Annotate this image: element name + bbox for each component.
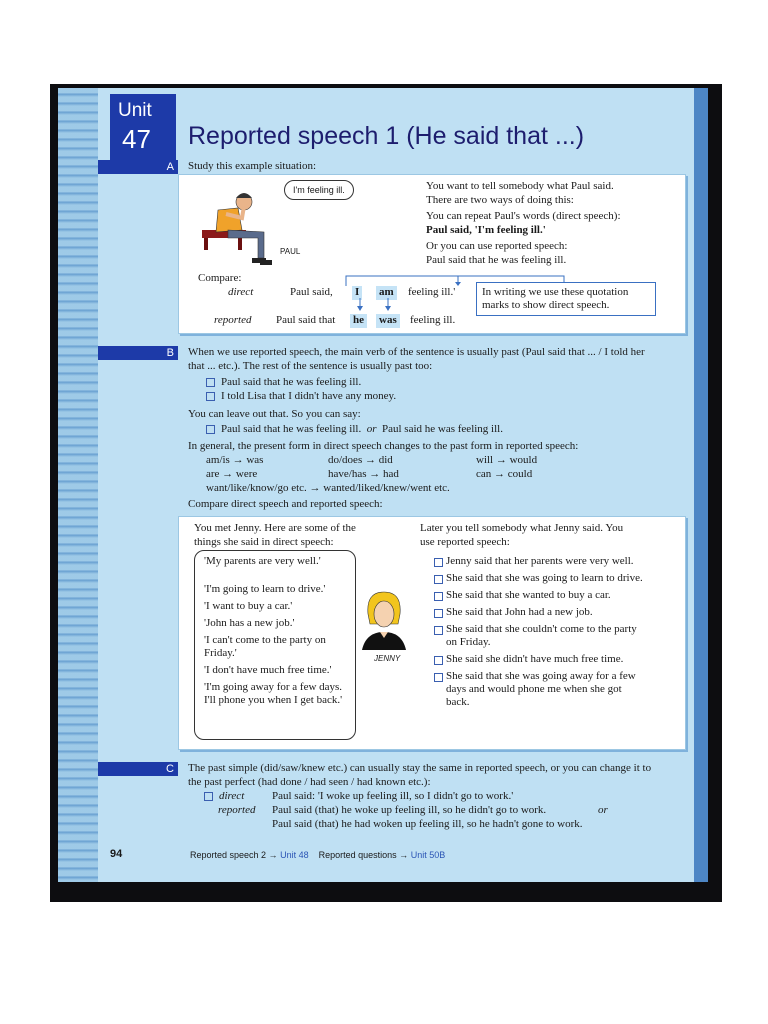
tense-am-is: am/is → was xyxy=(206,454,264,466)
page-right-edge xyxy=(694,88,708,882)
footer-ref2-link[interactable]: Unit 50B xyxy=(410,850,446,860)
section-c-direct-text: Paul said: 'I woke up feeling ill, so I didn't go to work.' xyxy=(272,790,514,802)
reported-item xyxy=(434,606,646,619)
tense-are: are → were xyxy=(206,468,258,480)
direct-label: direct xyxy=(228,286,254,298)
checkbox-icon xyxy=(434,558,443,567)
page-title: Reported speech 1 (He said that ...) xyxy=(188,122,585,150)
section-c-reported-text2: Paul said (that) he had woken up feeling ill, so he hadn't gone to work. xyxy=(272,818,583,830)
direct-quote-item: 'I don't have much free time.' xyxy=(204,664,332,676)
checkbox-icon xyxy=(434,656,443,665)
paul-figure xyxy=(198,180,278,270)
direct-quotes-list xyxy=(204,555,352,711)
reported-item-text: She said that she couldn't come to the party on Friday. xyxy=(446,623,637,648)
checkbox-icon xyxy=(434,609,443,618)
reported-word-he: he xyxy=(350,314,367,328)
tense-can: can → could xyxy=(476,468,533,480)
section-b-label: B xyxy=(98,346,178,360)
section-b-ex3a-text: Paul said that he was feeling ill. xyxy=(221,423,362,435)
section-b-ex3b-text: Paul said he was feeling ill. xyxy=(382,423,503,435)
direct-quote-item: 'I'm going away for a few days. I'll phone you when I get back.' xyxy=(204,681,343,706)
para-2a: You can repeat Paul's words (direct speech): xyxy=(426,210,621,222)
tense-will: will → would xyxy=(476,454,538,466)
footer-refs xyxy=(190,850,445,860)
section-c-reported-label: reported xyxy=(218,804,256,816)
section-b-ex2 xyxy=(206,390,396,404)
section-b-ex3-or: or xyxy=(366,423,377,435)
reported-word-was: was xyxy=(376,314,400,328)
section-b-p4: Compare direct speech and reported speech: xyxy=(188,498,383,510)
reported-item-text: She said she didn't have much free time. xyxy=(446,653,624,665)
book-page xyxy=(58,88,708,882)
reported-item xyxy=(434,589,646,602)
checkbox-icon xyxy=(434,626,443,635)
reported-sentence-start: Paul said that xyxy=(276,314,336,326)
section-b-p3: In general, the present form in direct speech changes to the past form in reported speech: xyxy=(188,440,579,452)
section-c-p1: The past simple (did/saw/knew etc.) can usually stay the same in reported speech, or you can change it to the past perfect (had done / had seen / had known etc.): xyxy=(188,762,652,788)
direct-quote-item: 'My parents are very well.' xyxy=(204,555,321,567)
reported-item-text: She said that she wanted to buy a car. xyxy=(446,589,611,601)
section-b-ex1 xyxy=(206,376,361,390)
reported-label: reported xyxy=(214,314,252,326)
direct-sentence-end: feeling ill.' xyxy=(408,286,456,298)
direct-word-i: I xyxy=(352,286,362,300)
section-b-ex2-text: I told Lisa that I didn't have any money. xyxy=(221,390,397,402)
reported-item xyxy=(434,555,646,568)
tense-want-like: want/like/know/go etc. → wanted/liked/knew/went etc. xyxy=(206,482,450,494)
direct-quote-item: 'I can't come to the party on Friday.' xyxy=(204,634,326,659)
direct-sentence-start: Paul said, xyxy=(290,286,333,298)
footer-ref1-link[interactable]: Unit 48 xyxy=(280,850,309,860)
direct-quote-item: 'I'm going to learn to drive.' xyxy=(204,583,326,595)
jenny-portrait xyxy=(358,588,410,650)
jenny-caption: JENNY xyxy=(374,654,401,663)
section-b-p1: When we use reported speech, the main verb of the sentence is usually past (Paul said that ... / I told her that ... etc.). The rest of the sentence is usually past too: xyxy=(188,346,645,372)
jenny-right-intro: Later you tell somebody what Jenny said. You use reported speech: xyxy=(420,522,624,548)
direct-quote-item: 'I want to buy a car.' xyxy=(204,600,293,612)
reported-item-text: She said that she was going to learn to drive. xyxy=(446,572,643,584)
checkbox-icon xyxy=(434,575,443,584)
para-1a: You want to tell somebody what Paul said. xyxy=(426,180,614,192)
page-number: 94 xyxy=(110,848,123,860)
section-b-ex1-text: Paul said that he was feeling ill. xyxy=(221,376,362,388)
checkbox-icon xyxy=(206,378,215,387)
jenny-left-intro: You met Jenny. Here are some of the things she said in direct speech: xyxy=(194,522,356,548)
reported-list xyxy=(434,555,646,713)
quotation-note: In writing we use these quotation marks to show direct speech. xyxy=(476,282,656,316)
section-a-label: A xyxy=(98,160,178,174)
section-b-p2: You can leave out that. So you can say: xyxy=(188,408,361,420)
reported-item xyxy=(434,653,646,666)
section-a-intro: Study this example situation: xyxy=(188,160,317,172)
unit-word: Unit xyxy=(118,100,152,121)
tense-have-has: have/has → had xyxy=(328,468,399,480)
unit-number: 47 xyxy=(122,124,151,154)
section-c-reported-text1: Paul said (that) he woke up feeling ill, so he didn't go to work. xyxy=(272,804,547,816)
reported-item xyxy=(434,623,646,649)
section-c-direct xyxy=(204,790,244,804)
page-edge-stripes xyxy=(58,88,98,882)
unit-badge xyxy=(110,94,176,160)
speech-bubble-paul: I'm feeling ill. xyxy=(284,180,354,200)
footer-ref1: Reported speech 2 → xyxy=(190,850,278,860)
section-c-direct-label: direct xyxy=(219,790,245,802)
para-3b: Paul said that he was feeling ill. xyxy=(426,254,567,266)
para-1b: There are two ways of doing this: xyxy=(426,194,574,206)
checkbox-icon xyxy=(434,673,443,682)
para-2b: Paul said, 'I'm feeling ill.' xyxy=(426,224,546,236)
checkbox-icon xyxy=(206,392,215,401)
reported-item-text: Jenny said that her parents were very well. xyxy=(446,555,634,567)
para-3a: Or you can use reported speech: xyxy=(426,240,568,252)
section-c-label: C xyxy=(98,762,178,776)
direct-quote-item: 'John has a new job.' xyxy=(204,617,295,629)
tense-do-does: do/does → did xyxy=(328,454,393,466)
footer-ref2: Reported questions → xyxy=(318,850,409,860)
checkbox-icon xyxy=(434,592,443,601)
direct-word-am: am xyxy=(376,286,397,300)
reported-item-text: She said that John had a new job. xyxy=(446,606,593,618)
reported-item-text: She said that she was going away for a few days and would phone me when she got back. xyxy=(446,670,636,708)
checkbox-icon xyxy=(206,425,215,434)
paul-caption: PAUL xyxy=(280,247,301,256)
reported-sentence-end: feeling ill. xyxy=(410,314,456,326)
reported-item xyxy=(434,572,646,585)
section-b-ex3 xyxy=(206,423,503,437)
compare-label: Compare: xyxy=(198,272,242,284)
reported-item xyxy=(434,670,646,709)
checkbox-icon xyxy=(204,792,213,801)
section-c-or: or xyxy=(598,804,608,816)
